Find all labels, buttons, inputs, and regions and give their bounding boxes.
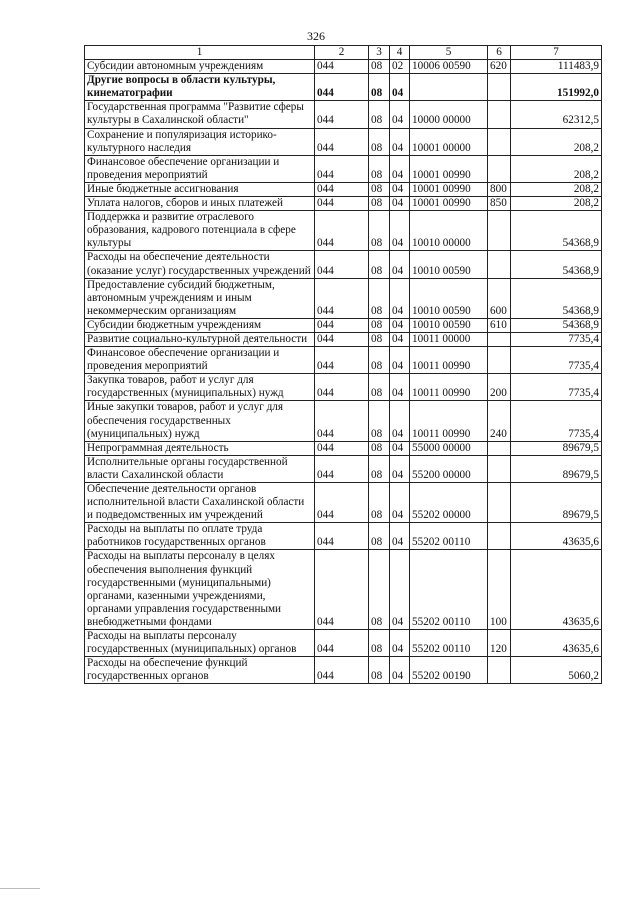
row-subsection-code: 04	[390, 657, 410, 684]
table-row	[85, 197, 602, 211]
table-row	[85, 182, 602, 196]
row-amount: 54368,9	[511, 278, 602, 318]
row-section-code: 08	[369, 278, 390, 318]
row-name: Сохранение и популяризация историко-культурного наследия	[85, 128, 315, 155]
row-target-code: 10000 00000	[410, 101, 488, 128]
row-expense-type-code: 620	[488, 60, 511, 74]
row-target-code: 10011 00990	[410, 347, 488, 374]
row-subsection-code: 04	[390, 523, 410, 550]
row-amount: 7735,4	[511, 332, 602, 346]
row-expense-type-code	[488, 347, 511, 374]
column-header: 6	[488, 46, 511, 60]
row-ministry-code: 044	[315, 101, 369, 128]
row-subsection-code: 04	[390, 128, 410, 155]
row-expense-type-code	[488, 332, 511, 346]
column-header: 5	[410, 46, 488, 60]
row-ministry-code: 044	[315, 251, 369, 278]
row-expense-type-code	[488, 251, 511, 278]
row-ministry-code: 044	[315, 278, 369, 318]
column-header: 2	[315, 46, 369, 60]
table-row	[85, 657, 602, 684]
row-name: Расходы на выплаты персоналу в целях обеспечения выполнения функций государственными (муниципальными) органами, казенными учреждениями, органами управления государственными внебюджетными фондами	[85, 550, 315, 630]
row-ministry-code: 044	[315, 182, 369, 196]
table-row	[85, 374, 602, 401]
row-subsection-code: 04	[390, 211, 410, 251]
table-row	[85, 550, 602, 630]
column-header: 4	[390, 46, 410, 60]
row-section-code: 08	[369, 374, 390, 401]
row-subsection-code: 04	[390, 550, 410, 630]
row-target-code: 10001 00000	[410, 128, 488, 155]
budget-table	[84, 45, 602, 684]
row-target-code: 10011 00990	[410, 401, 488, 441]
row-target-code: 55202 00190	[410, 657, 488, 684]
row-expense-type-code: 600	[488, 278, 511, 318]
row-ministry-code: 044	[315, 347, 369, 374]
row-name: Непрограммная деятельность	[85, 441, 315, 455]
row-section-code: 08	[369, 155, 390, 182]
row-section-code: 08	[369, 657, 390, 684]
row-expense-type-code	[488, 523, 511, 550]
row-amount: 7735,4	[511, 401, 602, 441]
table-row	[85, 278, 602, 318]
row-expense-type-code	[488, 483, 511, 523]
row-amount: 54368,9	[511, 251, 602, 278]
row-ministry-code: 044	[315, 155, 369, 182]
row-ministry-code: 044	[315, 401, 369, 441]
row-expense-type-code	[488, 657, 511, 684]
row-amount: 7735,4	[511, 347, 602, 374]
row-subsection-code: 04	[390, 374, 410, 401]
row-section-code: 08	[369, 101, 390, 128]
row-section-code: 08	[369, 182, 390, 196]
row-ministry-code: 044	[315, 318, 369, 332]
row-section-code: 08	[369, 211, 390, 251]
row-expense-type-code	[488, 211, 511, 251]
row-section-code: 08	[369, 630, 390, 657]
row-subsection-code: 04	[390, 101, 410, 128]
row-amount: 43635,6	[511, 523, 602, 550]
header-row	[85, 46, 602, 60]
row-ministry-code: 044	[315, 60, 369, 74]
row-name: Государственная программа "Развитие сферы культуры в Сахалинской области"	[85, 101, 315, 128]
row-ministry-code: 044	[315, 483, 369, 523]
row-section-code: 08	[369, 128, 390, 155]
table-row	[85, 101, 602, 128]
row-ministry-code: 044	[315, 211, 369, 251]
row-target-code: 55000 00000	[410, 441, 488, 455]
table-row	[85, 483, 602, 523]
row-section-code: 08	[369, 401, 390, 441]
row-expense-type-code: 610	[488, 318, 511, 332]
row-ministry-code: 044	[315, 197, 369, 211]
row-amount: 89679,5	[511, 483, 602, 523]
row-ministry-code: 044	[315, 630, 369, 657]
row-name: Финансовое обеспечение организации и проведения мероприятий	[85, 155, 315, 182]
row-subsection-code: 04	[390, 182, 410, 196]
row-subsection-code: 04	[390, 318, 410, 332]
table-row	[85, 347, 602, 374]
row-ministry-code: 044	[315, 455, 369, 482]
row-ministry-code: 044	[315, 657, 369, 684]
row-section-code: 08	[369, 455, 390, 482]
row-amount: 43635,6	[511, 550, 602, 630]
row-subsection-code: 04	[390, 630, 410, 657]
row-target-code: 10001 00990	[410, 182, 488, 196]
row-section-code: 08	[369, 523, 390, 550]
row-subsection-code: 04	[390, 455, 410, 482]
row-subsection-code: 04	[390, 401, 410, 441]
row-ministry-code: 044	[315, 441, 369, 455]
row-section-code: 08	[369, 550, 390, 630]
page-number: 326	[307, 29, 325, 43]
row-amount: 208,2	[511, 155, 602, 182]
row-name: Поддержка и развитие отраслевого образования, кадрового потенциала в сфере культуры	[85, 211, 315, 251]
row-amount: 151992,0	[511, 74, 602, 101]
row-target-code: 10011 00990	[410, 374, 488, 401]
row-target-code: 10010 00000	[410, 211, 488, 251]
row-amount: 111483,9	[511, 60, 602, 74]
row-name: Расходы на обеспечение функций государственных органов	[85, 657, 315, 684]
table-row	[85, 60, 602, 74]
row-amount: 54368,9	[511, 211, 602, 251]
table-row	[85, 630, 602, 657]
row-subsection-code: 04	[390, 251, 410, 278]
row-name: Иные закупки товаров, работ и услуг для обеспечения государственных (муниципальных) нужд	[85, 401, 315, 441]
row-section-code: 08	[369, 251, 390, 278]
row-name: Субсидии бюджетным учреждениям	[85, 318, 315, 332]
row-expense-type-code	[488, 128, 511, 155]
row-amount: 54368,9	[511, 318, 602, 332]
row-ministry-code: 044	[315, 128, 369, 155]
row-subsection-code: 04	[390, 441, 410, 455]
row-amount: 7735,4	[511, 374, 602, 401]
row-name: Уплата налогов, сборов и иных платежей	[85, 197, 315, 211]
column-header: 3	[369, 46, 390, 60]
table-row	[85, 74, 602, 101]
row-subsection-code: 04	[390, 278, 410, 318]
table-row	[85, 251, 602, 278]
row-target-code: 10010 00590	[410, 318, 488, 332]
row-target-code: 55200 00000	[410, 455, 488, 482]
row-ministry-code: 044	[315, 523, 369, 550]
row-target-code: 55202 00110	[410, 630, 488, 657]
row-amount: 208,2	[511, 197, 602, 211]
row-ministry-code: 044	[315, 74, 369, 101]
row-ministry-code: 044	[315, 374, 369, 401]
row-subsection-code: 04	[390, 347, 410, 374]
row-amount: 208,2	[511, 182, 602, 196]
row-name: Иные бюджетные ассигнования	[85, 182, 315, 196]
row-subsection-code: 04	[390, 483, 410, 523]
row-subsection-code: 02	[390, 60, 410, 74]
row-expense-type-code: 850	[488, 197, 511, 211]
row-expense-type-code: 100	[488, 550, 511, 630]
table-row	[85, 318, 602, 332]
row-expense-type-code: 800	[488, 182, 511, 196]
row-amount: 43635,6	[511, 630, 602, 657]
row-expense-type-code: 200	[488, 374, 511, 401]
row-name: Расходы на выплаты по оплате труда работников государственных органов	[85, 523, 315, 550]
table-row	[85, 155, 602, 182]
row-section-code: 08	[369, 347, 390, 374]
row-name: Расходы на обеспечение деятельности (оказание услуг) государственных учреждений	[85, 251, 315, 278]
row-section-code: 08	[369, 60, 390, 74]
row-target-code: 10011 00000	[410, 332, 488, 346]
row-amount: 5060,2	[511, 657, 602, 684]
row-name: Закупка товаров, работ и услуг для государственных (муниципальных) нужд	[85, 374, 315, 401]
row-amount: 62312,5	[511, 101, 602, 128]
row-subsection-code: 04	[390, 197, 410, 211]
row-section-code: 08	[369, 197, 390, 211]
table-row	[85, 441, 602, 455]
column-header: 7	[511, 46, 602, 60]
row-expense-type-code	[488, 455, 511, 482]
table-row	[85, 455, 602, 482]
row-target-code: 55202 00110	[410, 523, 488, 550]
row-expense-type-code	[488, 74, 511, 101]
row-name: Развитие социально-культурной деятельности	[85, 332, 315, 346]
table-body	[85, 60, 602, 684]
row-section-code: 08	[369, 483, 390, 523]
row-name: Субсидии автономным учреждениям	[85, 60, 315, 74]
row-name: Исполнительные органы государственной власти Сахалинской области	[85, 455, 315, 482]
row-name: Обеспечение деятельности органов исполнительной власти Сахалинской области и подведомственных им учреждений	[85, 483, 315, 523]
row-section-code: 08	[369, 332, 390, 346]
row-target-code: 10001 00990	[410, 155, 488, 182]
table-row	[85, 401, 602, 441]
row-expense-type-code: 120	[488, 630, 511, 657]
row-amount: 89679,5	[511, 455, 602, 482]
row-target-code	[410, 74, 488, 101]
row-subsection-code: 04	[390, 155, 410, 182]
row-name: Предоставление субсидий бюджетным, автономным учреждениям и иным некоммерческим организациям	[85, 278, 315, 318]
row-name: Расходы на выплаты персоналу государственных (муниципальных) органов	[85, 630, 315, 657]
row-subsection-code: 04	[390, 332, 410, 346]
row-ministry-code: 044	[315, 550, 369, 630]
row-target-code: 10010 00590	[410, 251, 488, 278]
row-name: Финансовое обеспечение организации и проведения мероприятий	[85, 347, 315, 374]
row-target-code: 10006 00590	[410, 60, 488, 74]
table-row	[85, 332, 602, 346]
row-target-code: 10001 00990	[410, 197, 488, 211]
row-amount: 89679,5	[511, 441, 602, 455]
row-target-code: 55202 00110	[410, 550, 488, 630]
row-expense-type-code	[488, 155, 511, 182]
row-subsection-code: 04	[390, 74, 410, 101]
table-row	[85, 523, 602, 550]
table-row	[85, 211, 602, 251]
row-ministry-code: 044	[315, 332, 369, 346]
row-section-code: 08	[369, 441, 390, 455]
row-section-code: 08	[369, 74, 390, 101]
table-row	[85, 128, 602, 155]
row-expense-type-code	[488, 441, 511, 455]
row-expense-type-code: 240	[488, 401, 511, 441]
row-name: Другие вопросы в области культуры, кинематографии	[85, 74, 315, 101]
row-target-code: 10010 00590	[410, 278, 488, 318]
column-header: 1	[85, 46, 315, 60]
row-target-code: 55202 00000	[410, 483, 488, 523]
row-expense-type-code	[488, 101, 511, 128]
row-amount: 208,2	[511, 128, 602, 155]
row-section-code: 08	[369, 318, 390, 332]
scan-mark	[0, 888, 40, 889]
